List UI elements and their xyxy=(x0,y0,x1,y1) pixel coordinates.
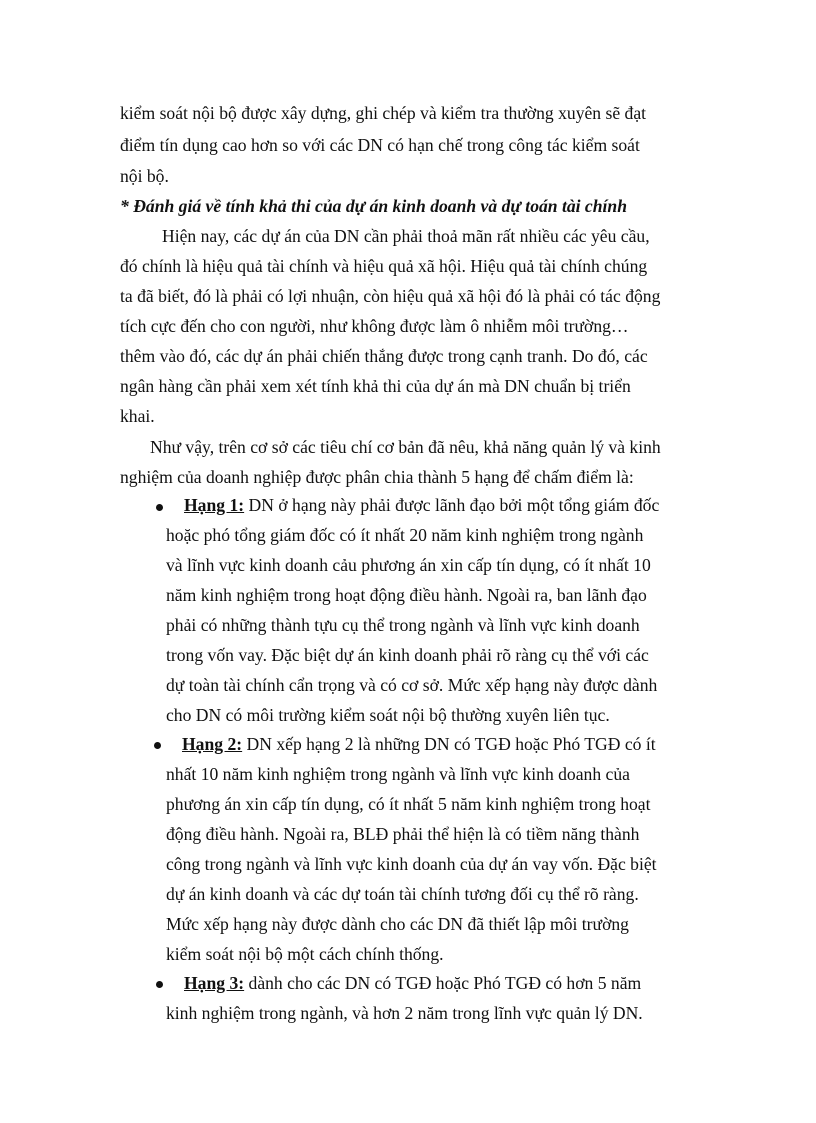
paragraph-line: Hiện nay, các dự án của DN cần phải thoả mãn rất nhiều các yêu cầu, xyxy=(162,226,650,246)
list-item-line: dự toàn tài chính cẩn trọng và có cơ sở. Mức xếp hạng này được dành xyxy=(166,675,658,695)
paragraph-line: ta đã biết, đó là phải có lợi nhuận, còn hiệu quả xã hội đó là phải có tác động xyxy=(120,286,661,306)
list-item-first-line xyxy=(184,495,659,515)
list-item-first-line xyxy=(184,973,641,993)
rank-label: Hạng 2: xyxy=(182,734,243,754)
list-item-line: phương án xin cấp tín dụng, có ít nhất 5 năm kinh nghiệm trong hoạt xyxy=(166,794,651,814)
intro-line: nội bộ. xyxy=(120,166,169,186)
list-item-line: kinh nghiệm trong ngành, và hơn 2 năm trong lĩnh vực quản lý DN. xyxy=(166,1003,643,1023)
paragraph-line: khai. xyxy=(120,406,155,426)
paragraph-line: nghiệm của doanh nghiệp được phân chia thành 5 hạng để chấm điểm là: xyxy=(120,467,634,487)
list-item-text: DN ở hạng này phải được lãnh đạo bởi một tổng giám đốc xyxy=(244,495,660,515)
list-item-line: dự án kinh doanh và các dự toán tài chính tương đối cụ thể rõ ràng. xyxy=(166,884,639,904)
list-item-line: năm kinh nghiệm trong hoạt động điều hành. Ngoài ra, ban lãnh đạo xyxy=(166,585,647,605)
list-item-line: trong vốn vay. Đặc biệt dự án kinh doanh phải rõ ràng cụ thể với các xyxy=(166,645,649,665)
list-item-first-line xyxy=(182,734,656,754)
bullet-icon xyxy=(156,504,163,511)
bullet-icon xyxy=(154,742,161,749)
list-item-line: công trong ngành và lĩnh vực kinh doanh của dự án vay vốn. Đặc biệt xyxy=(166,854,657,874)
bullet-icon xyxy=(156,981,163,988)
rank-label: Hạng 1: xyxy=(184,495,245,515)
section-heading: * Đánh giá về tính khả thi của dự án kinh doanh và dự toán tài chính xyxy=(120,196,627,216)
list-item-line: và lĩnh vực kinh doanh cảu phương án xin cấp tín dụng, có ít nhất 10 xyxy=(166,555,651,575)
list-item-line: nhất 10 năm kinh nghiệm trong ngành và lĩnh vực kinh doanh của xyxy=(166,764,630,784)
list-item-line: Mức xếp hạng này được dành cho các DN đã thiết lập môi trường xyxy=(166,914,629,934)
list-item-line: hoặc phó tổng giám đốc có ít nhất 20 năm kinh nghiệm trong ngành xyxy=(166,525,644,545)
paragraph-line: đó chính là hiệu quả tài chính và hiệu quả xã hội. Hiệu quả tài chính chúng xyxy=(120,256,648,276)
paragraph-line: ngân hàng cần phải xem xét tính khả thi của dự án mà DN chuẩn bị triển xyxy=(120,376,631,396)
list-item-text: DN xếp hạng 2 là những DN có TGĐ hoặc Phó TGĐ có ít xyxy=(242,734,656,754)
rank-label: Hạng 3: xyxy=(184,973,245,993)
list-item-line: kiểm soát nội bộ một cách chính thống. xyxy=(166,944,444,964)
list-item-line: phải có những thành tựu cụ thể trong ngành và lĩnh vực kinh doanh xyxy=(166,615,640,635)
paragraph-line: thêm vào đó, các dự án phải chiến thắng được trong cạnh tranh. Do đó, các xyxy=(120,346,648,366)
paragraph-line: Như vậy, trên cơ sở các tiêu chí cơ bản đã nêu, khả năng quản lý và kinh xyxy=(150,437,661,457)
intro-line: kiểm soát nội bộ được xây dựng, ghi chép và kiểm tra thường xuyên sẽ đạt xyxy=(120,103,647,123)
intro-line: điểm tín dụng cao hơn so với các DN có hạn chế trong công tác kiểm soát xyxy=(120,135,640,155)
list-item-text: dành cho các DN có TGĐ hoặc Phó TGĐ có hơn 5 năm xyxy=(244,973,642,993)
list-item-line: cho DN có môi trường kiểm soát nội bộ thường xuyên liên tục. xyxy=(166,705,610,725)
paragraph-line: tích cực đến cho con người, như không được làm ô nhiễm môi trường… xyxy=(120,316,629,336)
list-item-line: động điều hành. Ngoài ra, BLĐ phải thể hiện là có tiềm năng thành xyxy=(166,824,640,844)
